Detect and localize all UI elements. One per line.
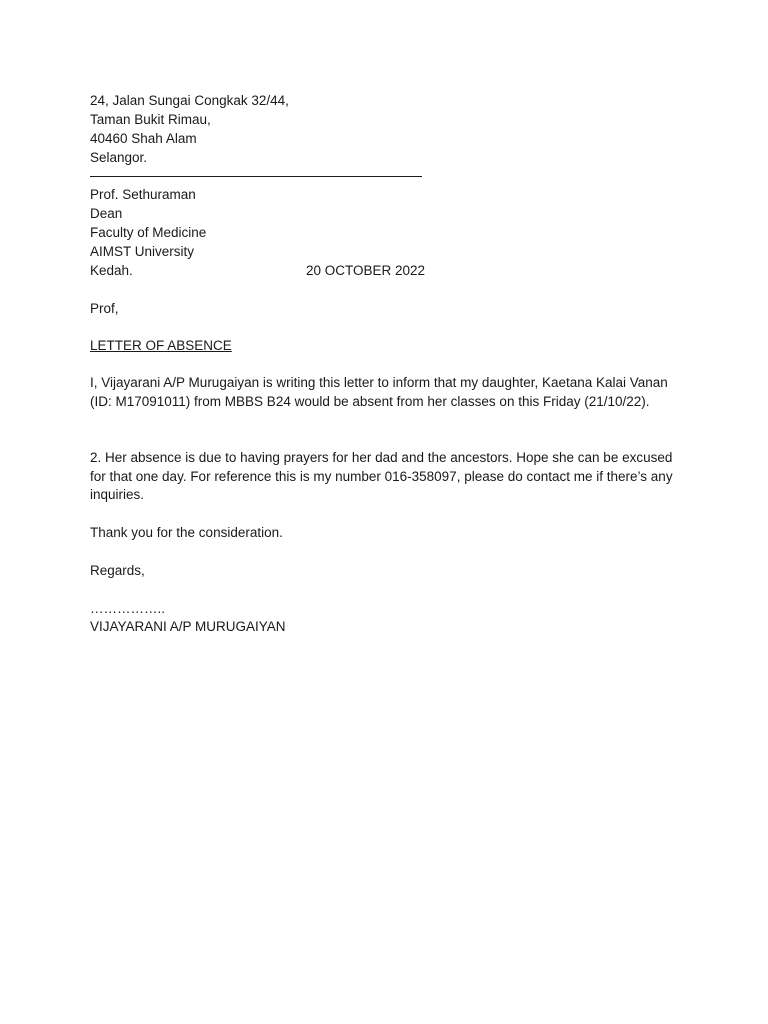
letter-date: 20 OCTOBER 2022 (306, 263, 426, 278)
signature-line: …………….. (90, 601, 166, 616)
letter-subject: LETTER OF ABSENCE (90, 338, 232, 353)
signatory-name: VIJAYARANI A/P MURUGAIYAN (90, 619, 286, 634)
recipient-title: Dean (90, 206, 123, 221)
sender-address-line-2: Taman Bukit Rimau, (90, 112, 211, 127)
recipient-name: Prof. Sethuraman (90, 187, 196, 202)
address-divider (90, 176, 422, 177)
sender-address-line-1: 24, Jalan Sungai Congkak 32/44, (90, 93, 289, 108)
recipient-university: AIMST University (90, 244, 195, 259)
sender-address-line-3: 40460 Shah Alam (90, 131, 197, 146)
body-paragraph-2: 2. Her absence is due to having prayers for her dad and the ancestors. Hope she can be excused for that one day. For reference this is my number 016-358097, please do contact me if there’s any inquiries. (90, 450, 673, 503)
recipient-faculty: Faculty of Medicine (90, 225, 207, 240)
salutation: Prof, (90, 301, 119, 316)
sender-address-line-4: Selangor. (90, 150, 148, 165)
recipient-state: Kedah. (90, 263, 133, 278)
closing: Regards, (90, 563, 145, 578)
body-paragraph-1: I, Vijayarani A/P Murugaiyan is writing this letter to inform that my daughter, Kaetana Kalai Vanan (ID: M17091011) from MBBS B24 would be absent from her classes on this Friday (21/10/22). (90, 375, 668, 409)
thanks-line: Thank you for the consideration. (90, 525, 283, 540)
